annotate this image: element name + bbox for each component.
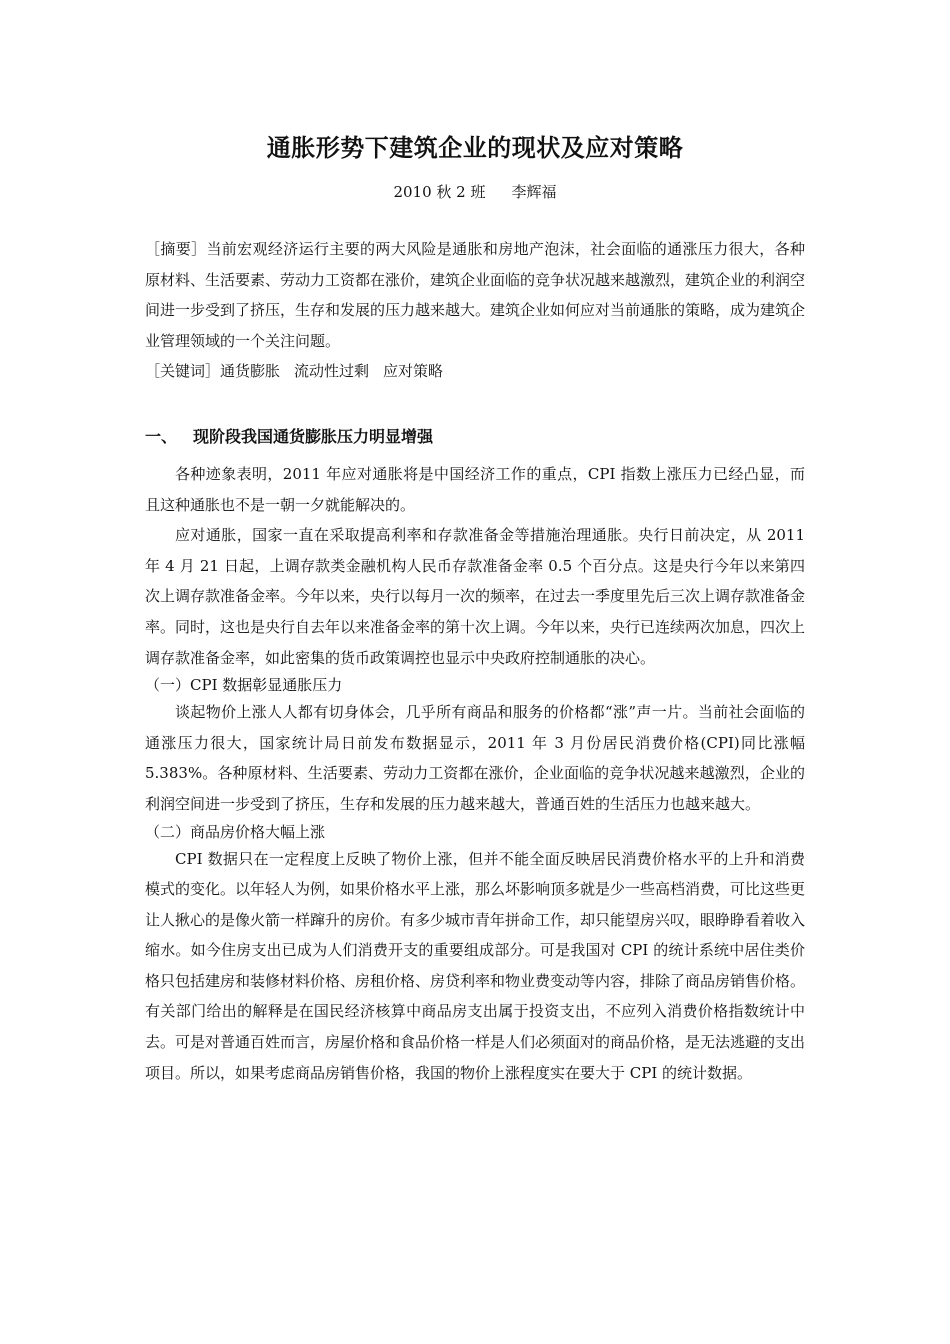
subsection-heading: （二）商品房价格大幅上涨 [145,822,326,841]
keyword-item: 流动性过剩 [294,362,370,381]
author-line [0,181,950,203]
body-paragraph: 应对通胀，国家一直在采取提高利率和存款准备金等措施治理通胀。央行日前决定，从 2011 年 4 月 21 日起，上调存款类金融机构人民币存款准备金率 0.5 个百分点。这是央行今年以来第四次上调存款准备金率。今年以来，央行以每月一次的频率，在过去一季度里先后三次上调存款准备金率。同时，这也是央行自去年以来准备金率的第十次上调。今年以来，央行已连续两次加息，四次上调存款准备金率，如此密集的货币政策调控也显示中央政府控制通胀的决心。 [145,526,806,667]
author-class: 2010 秋 2 班 [393,183,486,201]
body-paragraph: CPI 数据只在一定程度上反映了物价上涨，但并不能全面反映居民消费价格水平的上升和消费模式的变化。以年轻人为例，如果价格水平上涨，那么坏影响顶多就是少一些高档消费，可比这些更让人揪心的是像火箭一样蹿升的房价。有多少城市青年拼命工作，却只能望房兴叹，眼睁睁看着收入缩水。如今住房支出已成为人们消费开支的重要组成部分。可是我国对 CPI 的统计系统中居住类价格只包括建房和装修材料价格、房租价格、房贷利率和物业费变动等内容，排除了商品房销售价格。有关部门给出的解释是在国民经济核算中商品房支出属于投资支出，不应列入消费价格指数统计中去。可是对普通百姓而言，房屋价格和食品价格一样是人们必须面对的商品价格，是无法逃避的支出项目。所以，如果考虑商品房销售价格，我国的物价上涨程度实在要大于 CPI 的统计数据。 [145,849,806,1082]
document-body [145,234,805,1088]
body-paragraph: 谈起物价上涨人人都有切身体会，几乎所有商品和服务的价格都“涨”声一片。当前社会面临的通涨压力很大，国家统计局日前发布数据显示，2011 年 3 月份居民消费价格(CPI)同比涨幅 5.383%。各种原材料、生活要素、劳动力工资都在涨价，企业面临的竞争状况越来越激烈，企业的利润空间进一步受到了挤压，生存和发展的压力越来越大，普通百姓的生活压力也越来越大。 [145,703,805,813]
section-heading [145,422,805,452]
section-title: 现阶段我国通货膨胀压力明显增强 [193,426,434,446]
keywords-label: ［关键词］ [145,362,221,381]
abstract-text: 当前宏观经济运行主要的两大风险是通胀和房地产泡沫，社会面临的通涨压力很大，各种原材料、生活要素、劳动力工资都在涨价，建筑企业面临的竞争状况越来越激烈，建筑企业的利润空间进一步受到了挤压，生存和发展的压力越来越大。建筑企业如何应对当前通胀的策略，成为建筑企业管理领域的一个关注问题。 [145,240,806,350]
keyword-item: 通货膨胀 [220,362,281,381]
document-title: 通胀形势下建筑企业的现状及应对策略 [266,133,684,162]
subsection-heading: （一）CPI 数据彰显通胀压力 [145,676,343,695]
keyword-item: 应对策略 [383,362,444,381]
abstract-label: ［摘要］ [145,240,207,258]
body-paragraph: 各种迹象表明，2011 年应对通胀将是中国经济工作的重点，CPI 指数上涨压力已经凸显，而且这种通胀也不是一朝一夕就能解决的。 [145,464,805,514]
author-name: 李辉福 [511,183,557,201]
abstract-paragraph [145,234,805,356]
section-number: 一、 [145,426,178,446]
keywords-line [145,356,805,387]
